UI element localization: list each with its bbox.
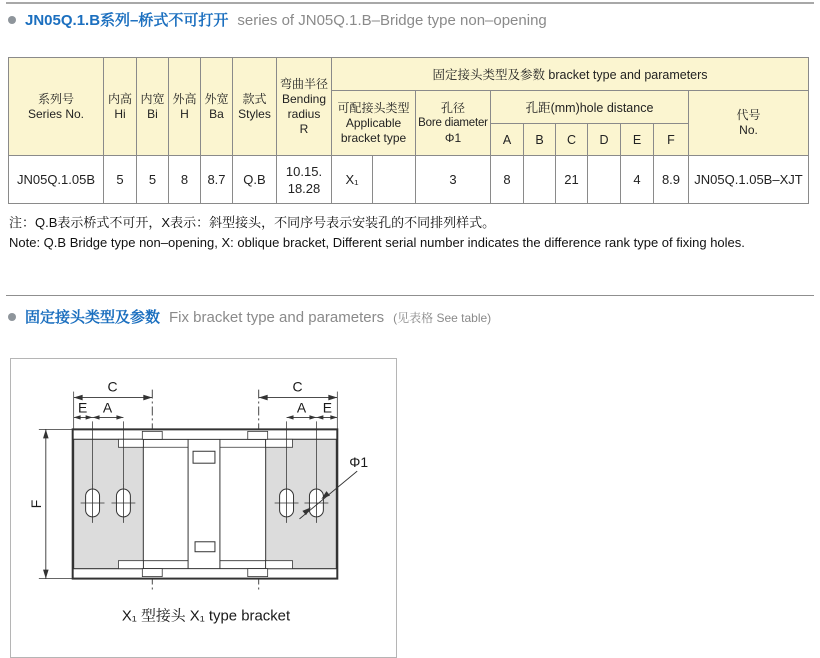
header-applicable-bracket: 可配接头类型 Applicable bracket type [332,91,416,156]
header-inner-height: 内高 Hi [104,58,137,156]
section1-title-en: series of JN05Q.1.B–Bridge type non–opening [237,12,547,29]
spec-table [8,57,809,204]
header-bore-diameter: 孔径 Bore diameter Φ1 [416,91,491,156]
section1-title [8,9,547,30]
cell-bracket-type-2 [373,156,416,204]
cell-ba: 8.7 [201,156,233,204]
header-dist-d: D [588,124,621,156]
section2-title-zh: 固定接头类型及参数 [25,309,161,326]
header-code-no: 代号 No. [689,91,809,156]
cell-bore: 3 [416,156,491,204]
cell-e: 4 [621,156,654,204]
section2-see-table: (见表格 See table) [393,311,492,325]
section1-title-zh: JN05Q.1.B系列–桥式不可打开 [25,12,229,29]
section-divider [6,295,814,296]
section2-title [8,306,491,327]
header-outer-height: 外高 H [169,58,201,156]
header-dist-a: A [491,124,524,156]
header-dist-f: F [654,124,689,156]
cell-b [524,156,556,204]
section2-title-en: Fix bracket type and parameters [169,309,385,326]
cell-styles: Q.B [233,156,277,204]
note-zh: 注：Q.B表示桥式不可开，X表示：斜型接头，不同序号表示安装孔的不同排列样式。 [9,215,496,230]
header-dist-e: E [621,124,654,156]
top-rule [6,2,814,4]
dim-label-e-left: E [77,399,88,416]
dim-label-e-right: E [322,399,332,416]
cell-bending-radius: 10.15. 18.28 [277,156,332,204]
header-bending-radius: 弯曲半径 Bending radius R [277,58,332,156]
cell-f: 8.9 [654,156,689,204]
diagram-caption: X₁ 型接头 X₁ type bracket [121,607,291,625]
bullet-icon [8,313,16,321]
cell-bi: 5 [137,156,169,204]
header-hole-distance: 孔距(mm)hole distance [491,91,689,124]
cell-bracket-type: X₁ [332,156,373,204]
header-series-no: 系列号 Series No. [9,58,104,156]
table-notes [9,213,809,253]
cell-d [588,156,621,204]
header-inner-width: 内宽 Bi [137,58,169,156]
cell-h: 8 [169,156,201,204]
cell-series-no: JN05Q.1.05B [9,156,104,204]
dim-label-c-right: C [292,378,303,395]
dim-label-c-left: C [107,378,118,395]
note-en: Note: Q.B Bridge type non–opening, X: oblique bracket, Different serial number indicates the difference rank type of fixing holes. [9,235,745,250]
bullet-icon [8,16,16,24]
header-outer-width: 外宽 Ba [201,58,233,156]
header-bracket-parameters-span: 固定接头类型及参数 bracket type and parameters [332,58,809,91]
header-dist-b: B [524,124,556,156]
cell-code: JN05Q.1.05B–XJT [689,156,809,204]
header-styles: 款式 Styles [233,58,277,156]
bracket-diagram-box [10,358,397,658]
bracket-drawing [11,359,396,641]
cell-hi: 5 [104,156,137,204]
cell-c: 21 [556,156,588,204]
dim-label-f: F [27,499,44,509]
dim-label-a-left: A [102,399,113,416]
header-dist-c: C [556,124,588,156]
dim-label-a-right: A [296,399,307,416]
dim-label-phi1: Φ1 [349,454,369,471]
cell-a: 8 [491,156,524,204]
